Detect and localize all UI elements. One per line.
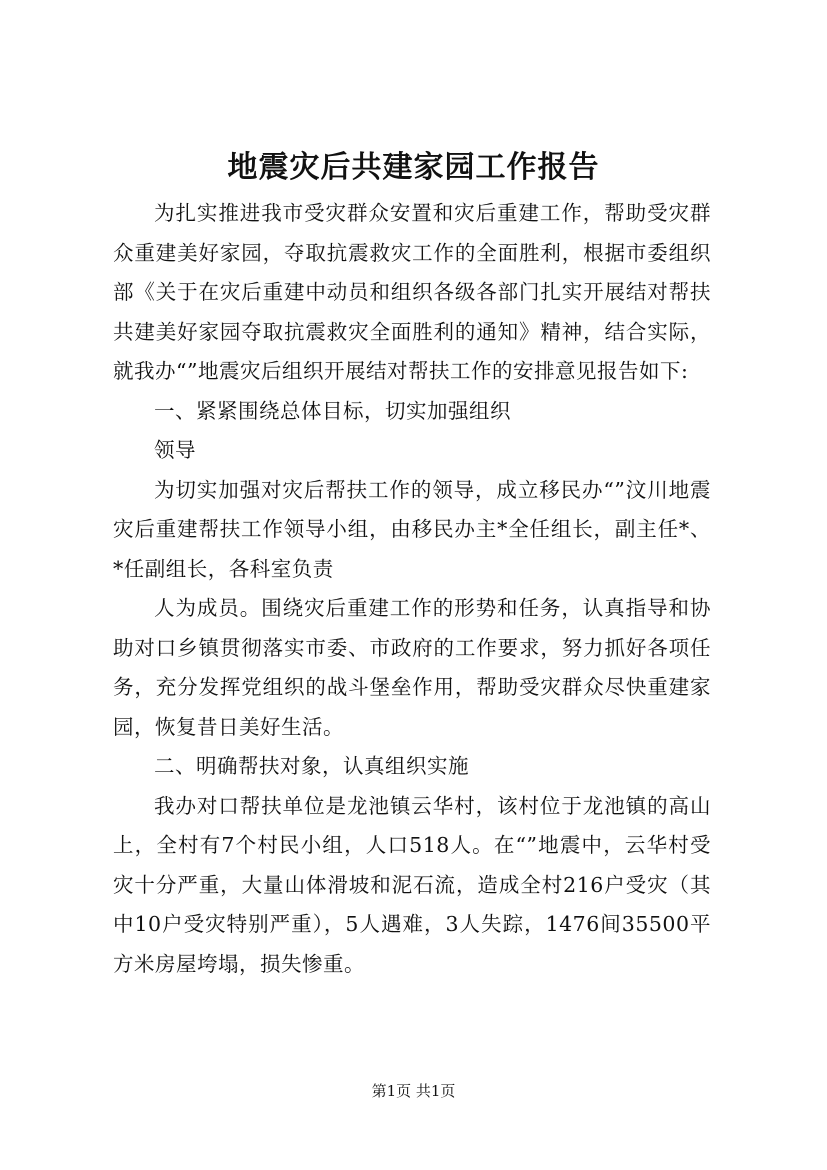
leadership-paragraph: 为切实加强对灾后帮扶工作的领导，成立移民办“”汶川地震灾后重建帮扶工作领导小组，由移民办主*全任组长，副主任*、*任副组长，各科室负责 (113, 477, 711, 581)
document-body (113, 194, 711, 984)
page-footer: 第1页 共1页 (371, 1082, 456, 1100)
section-heading-1-continued: 领导 (154, 438, 196, 462)
section-heading-2: 二、明确帮扶对象，认真组织实施 (154, 754, 469, 778)
target-paragraph: 我办对口帮扶单位是龙池镇云华村，该村位于龙池镇的高山上，全村有7个村民小组，人口518人。在“”地震中，云华村受灾十分严重，大量山体滑坡和泥石流，造成全村216户受灾（其中10户受灾特别严重），5人遇难，3人失踪，1476间35500平方米房屋垮塌，损失惨重。 (113, 793, 711, 976)
document-title: 地震灾后共建家园工作报告 (227, 150, 600, 185)
members-paragraph: 人为成员。围绕灾后重建工作的形势和任务，认真指导和协助对口乡镇贯彻落实市委、市政府的工作要求，努力抓好各项任务，充分发挥党组织的战斗堡垒作用，帮助受灾群众尽快重建家园，恢复昔日美好生活。 (113, 596, 711, 739)
section-heading-1: 一、紧紧围绕总体目标，切实加强组织 (154, 398, 511, 423)
intro-paragraph: 为扎实推进我市受灾群众安置和灾后重建工作，帮助受灾群众重建美好家园，夺取抗震救灾工作的全面胜利，根据市委组织部《关于在灾后重建中动员和组织各级各部门扎实开展结对帮扶共建美好家园夺取抗震救灾全面胜利的通知》精神，结合实际，就我办“”地震灾后组织开展结对帮扶工作的安排意见报告如下: (113, 201, 711, 383)
